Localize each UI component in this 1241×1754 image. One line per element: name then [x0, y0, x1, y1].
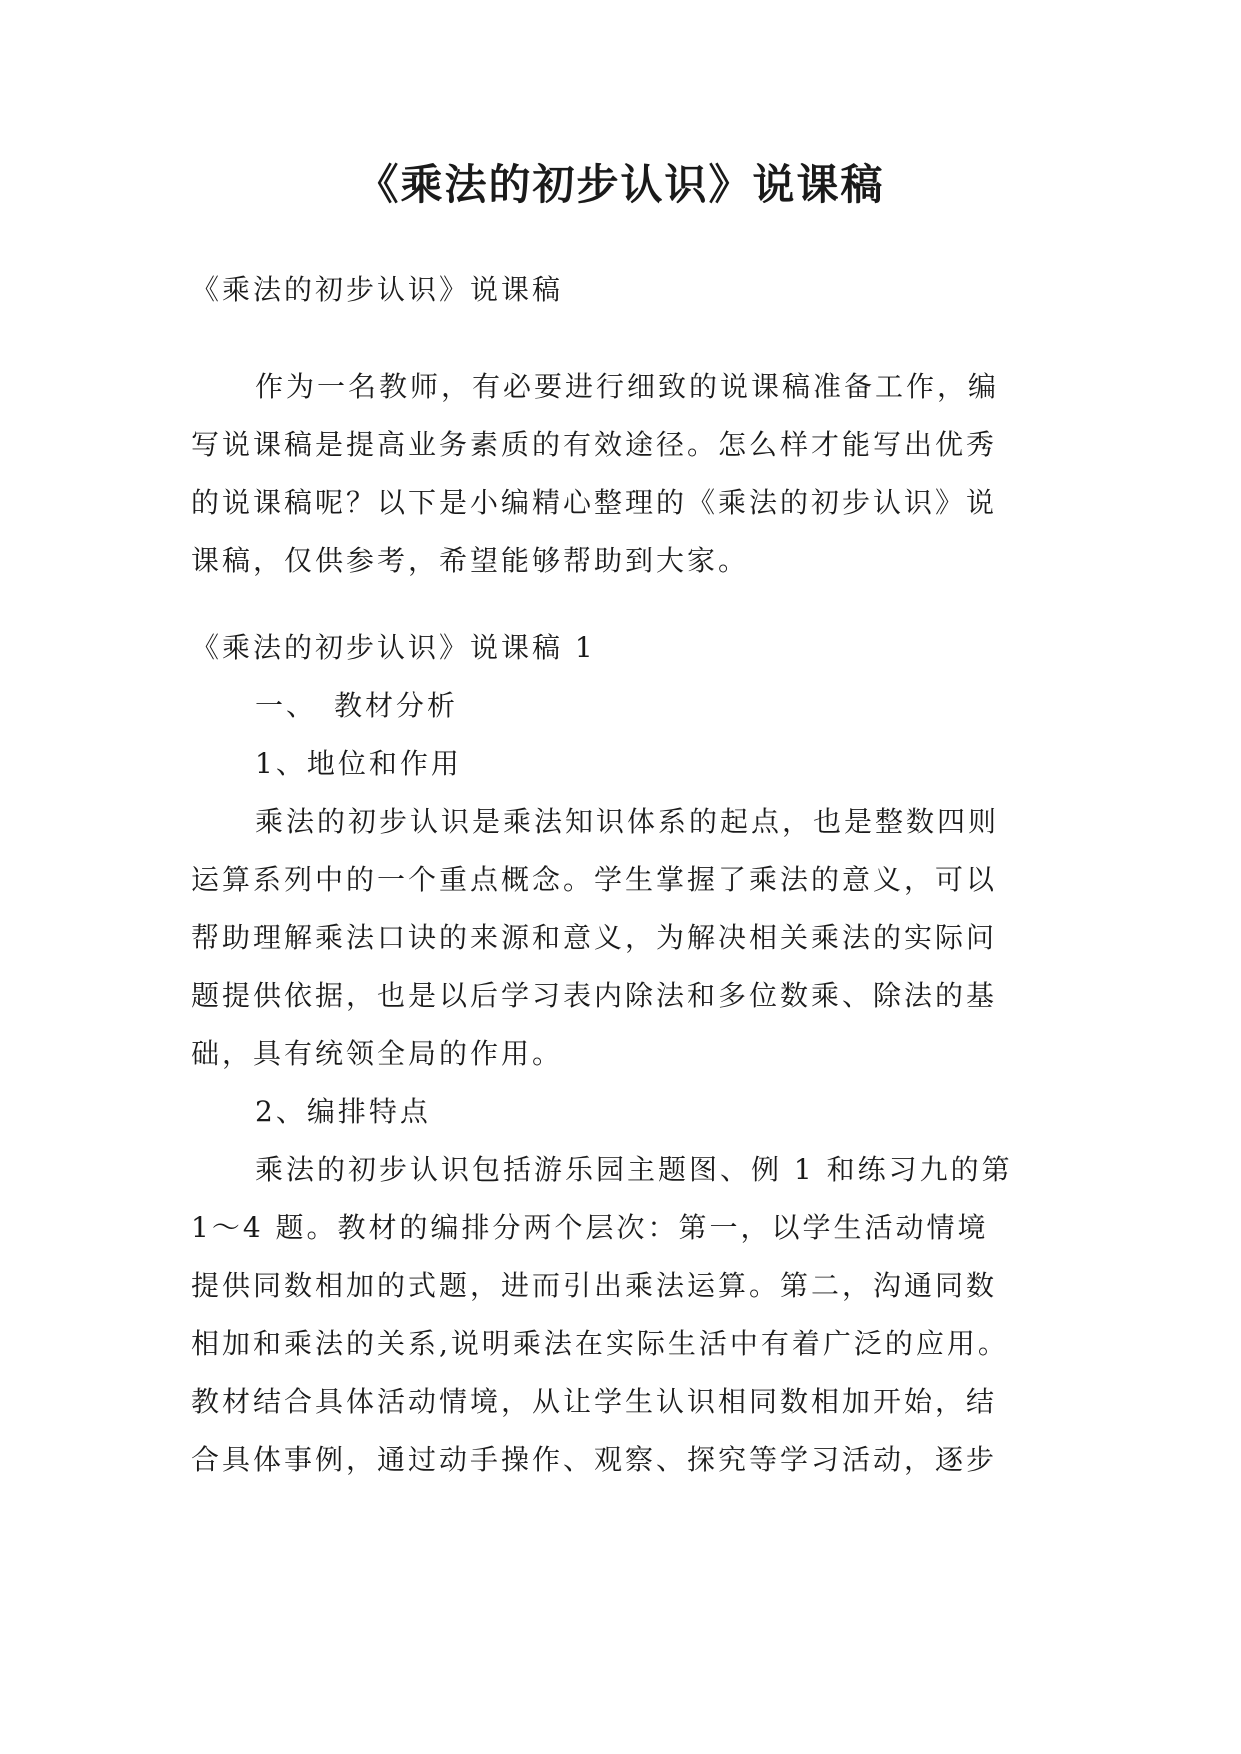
para-2-line: 提供同数相加的式题，进而引出乘法运算。第二，沟通同数: [191, 1269, 998, 1302]
subheading-arrangement: 2、编排特点: [255, 1095, 431, 1128]
document-subtitle-block: [191, 261, 1051, 319]
document-title: 《乘法的初步认识》说课稿: [356, 160, 885, 209]
section-title: 《乘法的初步认识》说课稿 1: [191, 631, 596, 664]
para-1-line: 题提供依据，也是以后学习表内除法和多位数乘、除法的基: [191, 979, 998, 1012]
para-2-line: 乘法的初步认识包括游乐园主题图、例 1 和练习九的第: [255, 1153, 1013, 1186]
intro-line: 的说课稿呢？以下是小编精心整理的《乘法的初步认识》说: [191, 486, 998, 519]
para-1-line: 础，具有统领全局的作用。: [191, 1037, 564, 1070]
intro-paragraph: [191, 358, 1051, 590]
para-2-line: 合具体事例，通过动手操作、观察、探究等学习活动，逐步: [191, 1443, 998, 1476]
para-1-line: 帮助理解乘法口诀的来源和意义，为解决相关乘法的实际问: [191, 921, 998, 954]
subheading-position-role: 1、地位和作用: [255, 747, 462, 780]
intro-line: 作为一名教师，有必要进行细致的说课稿准备工作，编: [255, 370, 1000, 403]
intro-line: 写说课稿是提高业务素质的有效途径。怎么样才能写出优秀: [191, 428, 998, 461]
heading-teaching-analysis: 一、 教材分析: [255, 689, 459, 722]
para-1-line: 乘法的初步认识是乘法知识体系的起点，也是整数四则: [255, 805, 1000, 838]
section-1: [191, 619, 1051, 1489]
para-2-line: 教材结合具体活动情境，从让学生认识相同数相加开始，结: [191, 1385, 998, 1418]
document-subtitle: 《乘法的初步认识》说课稿: [191, 273, 564, 306]
intro-line: 课稿，仅供参考，希望能够帮助到大家。: [191, 544, 750, 577]
para-1-line: 运算系列中的一个重点概念。学生掌握了乘法的意义，可以: [191, 863, 998, 896]
para-2-line: 相加和乘法的关系,说明乘法在实际生活中有着广泛的应用。: [191, 1327, 1009, 1360]
para-2-line: 1～4 题。教材的编排分两个层次：第一，以学生活动情境: [191, 1211, 989, 1244]
